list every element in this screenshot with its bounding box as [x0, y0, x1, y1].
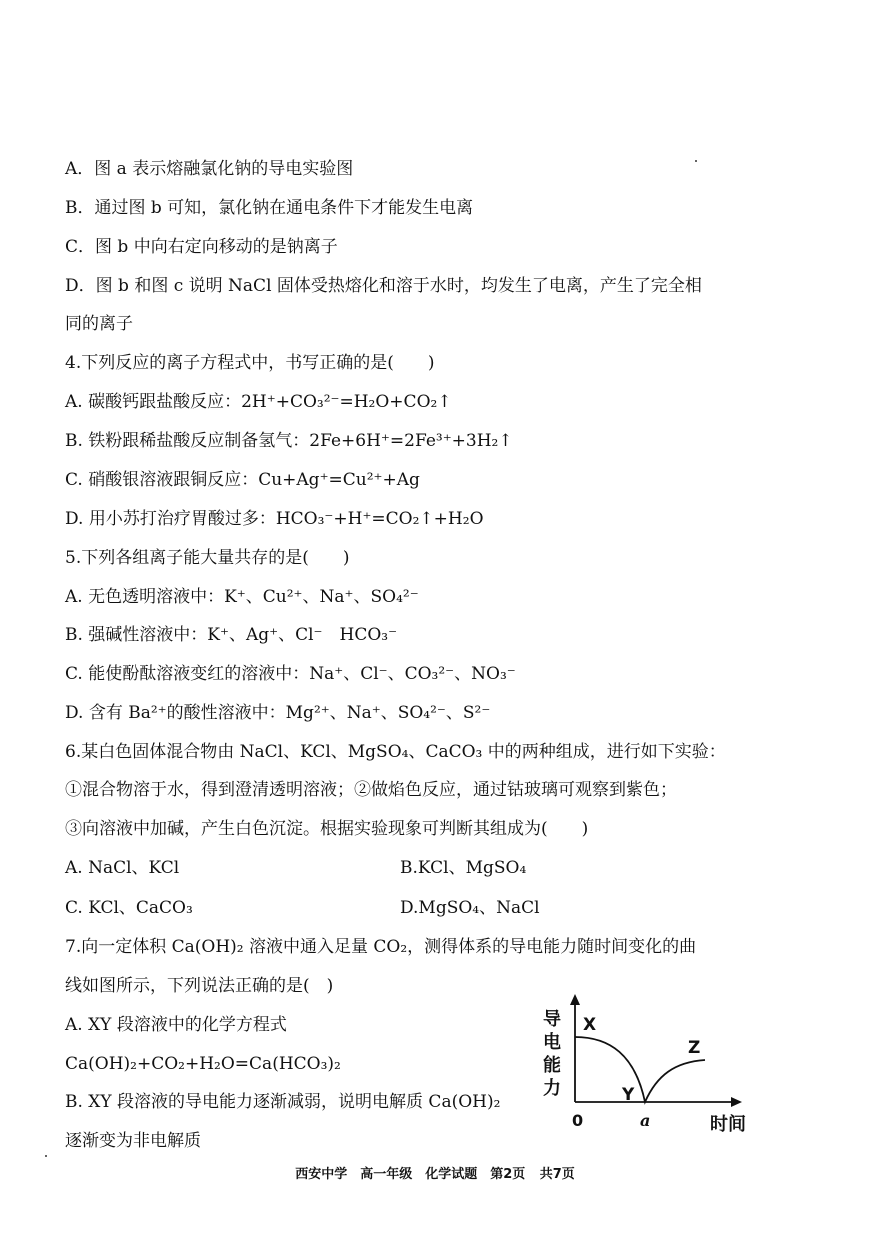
- q6-stem-line1: 6.某白色固体混合物由 NaCl、KCl、MgSO₄、CaCO₃ 中的两种组成，进行如下实验：: [65, 742, 726, 762]
- x-axis-arrow: [731, 1097, 742, 1107]
- y-axis-label-3: 能: [543, 1055, 561, 1076]
- q4-stem: 4.下列反应的离子方程式中，书写正确的是( ): [65, 353, 435, 373]
- q3-option-b: B．通过图 b 可知，氯化钠在通电条件下才能发生电离: [65, 198, 474, 218]
- q6-option-c: C. KCl、CaCO₃: [65, 898, 193, 918]
- y-axis-label-2: 电: [543, 1032, 561, 1053]
- tick-a-label: a: [640, 1111, 651, 1130]
- q5-option-c: C. 能使酚酞溶液变红的溶液中：Na⁺、Cl⁻、CO₃²⁻、NO₃⁻: [65, 664, 516, 684]
- page-footer: 西安中学 高一年级 化学试题 第2页 共7页: [295, 1167, 575, 1182]
- q4-option-a: A. 碳酸钙跟盐酸反应：2H⁺+CO₃²⁻=H₂O+CO₂↑: [65, 392, 452, 412]
- q7-stem-line2: 线如图所示，下列说法正确的是( ): [65, 976, 334, 996]
- point-z-label: Z: [688, 1038, 701, 1058]
- q7-stem-line1: 7.向一定体积 Ca(OH)₂ 溶液中通入足量 CO₂，测得体系的导电能力随时间变化的曲: [65, 937, 697, 957]
- y-axis-label-4: 力: [543, 1078, 561, 1099]
- point-x-label: X: [583, 1015, 597, 1035]
- q4-option-d: D. 用小苏打治疗胃酸过多：HCO₃⁻+H⁺=CO₂↑+H₂O: [65, 509, 484, 529]
- q7-option-a-line1: A. XY 段溶液中的化学方程式: [65, 1015, 287, 1035]
- q5-stem: 5.下列各组离子能大量共存的是( ): [65, 548, 350, 568]
- q4-option-b: B. 铁粉跟稀盐酸反应制备氢气：2Fe+6H⁺=2Fe³⁺+3H₂↑: [65, 431, 513, 451]
- q7-option-b-line2: 逐渐变为非电解质: [65, 1131, 201, 1151]
- q3-option-a: A．图 a 表示熔融氯化钠的导电实验图: [65, 159, 354, 179]
- conductivity-curve: [575, 1037, 705, 1102]
- q5-option-a: A. 无色透明溶液中：K⁺、Cu²⁺、Na⁺、SO₄²⁻: [65, 587, 419, 607]
- q4-option-c: C. 硝酸银溶液跟铜反应：Cu+Ag⁺=Cu²⁺+Ag: [65, 470, 420, 490]
- q7-option-a-line2: Ca(OH)₂+CO₂+H₂O=Ca(HCO₃)₂: [65, 1054, 341, 1074]
- q5-option-b: B. 强碱性溶液中：K⁺、Ag⁺、Cl⁻ HCO₃⁻: [65, 625, 398, 645]
- q6-option-a: A. NaCl、KCl: [65, 858, 180, 878]
- conductivity-graph: [535, 990, 755, 1140]
- q3-option-d-line1: D．图 b 和图 c 说明 NaCl 固体受热熔化和溶于水时，均发生了电离，产生了完全相: [65, 276, 702, 296]
- x-axis-label: 时间: [710, 1114, 746, 1135]
- q3-option-d-line2: 同的离子: [65, 314, 133, 334]
- y-axis-label-1: 导: [543, 1009, 561, 1030]
- q6-option-b: B.KCl、MgSO₄: [400, 858, 527, 878]
- q6-option-d: D.MgSO₄、NaCl: [400, 898, 540, 918]
- point-y-label: Y: [622, 1085, 635, 1105]
- scan-speck: [695, 160, 697, 162]
- q3-option-c: C．图 b 中向右定向移动的是钠离子: [65, 237, 338, 257]
- q7-option-b-line1: B. XY 段溶液的导电能力逐渐减弱，说明电解质 Ca(OH)₂: [65, 1092, 501, 1112]
- q6-stem-line2: ①混合物溶于水，得到澄清透明溶液；②做焰色反应，通过钴玻璃可观察到紫色；: [65, 780, 677, 800]
- scan-speck: [45, 1155, 47, 1157]
- q6-stem-line3: ③向溶液中加碱，产生白色沉淀。根据实验现象可判断其组成为( ): [65, 819, 589, 839]
- y-axis-arrow: [570, 994, 580, 1005]
- q5-option-d: D. 含有 Ba²⁺的酸性溶液中：Mg²⁺、Na⁺、SO₄²⁻、S²⁻: [65, 703, 491, 723]
- origin-label: 0: [572, 1111, 584, 1130]
